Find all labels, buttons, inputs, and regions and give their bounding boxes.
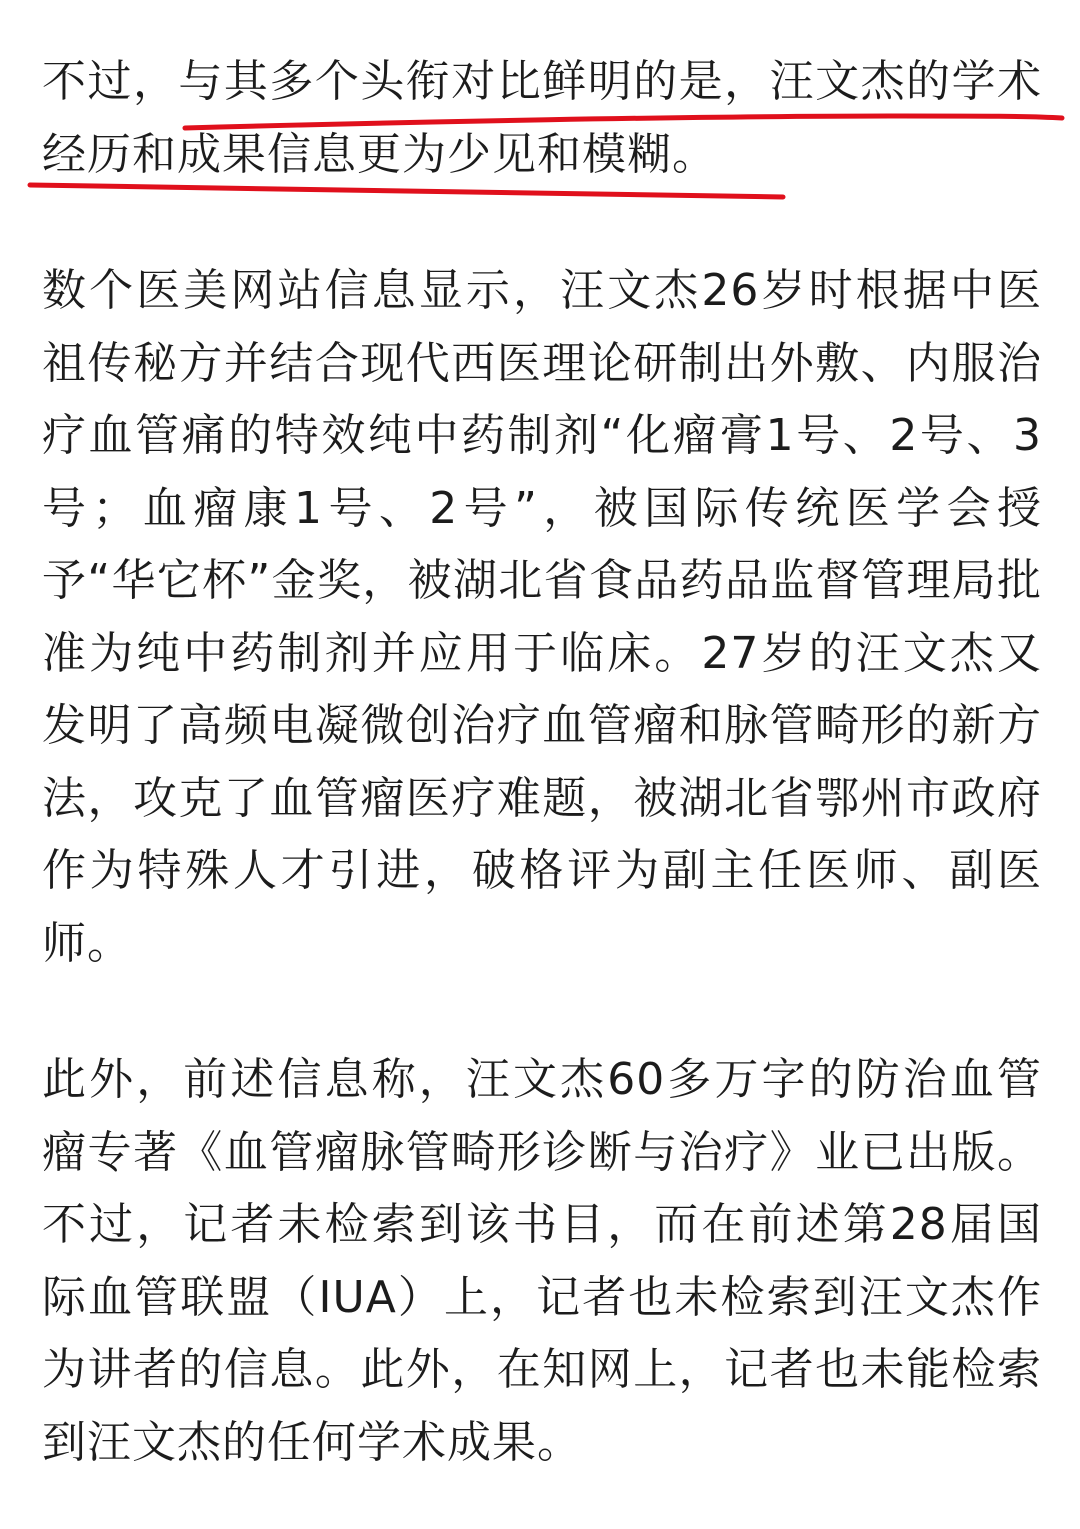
paragraph-3: 此外，前述信息称，汪文杰60多万字的防治血管瘤专著《血管瘤脉管畸形诊断与治疗》业已出版。不过，记者未检索到该书目，而在前述第28届国际血管联盟（IUA）上，记者也未检索到汪文杰作为讲者的信息。此外，在知网上，记者也未能检索到汪文杰的任何学术成果。 xyxy=(42,1054,1042,1468)
article-body xyxy=(42,0,1042,1479)
paragraph-1: 不过，与其多个头衔对比鲜明的是，汪文杰的学术经历和成果信息更为少见和模糊。 xyxy=(42,56,1042,180)
paragraph-2: 数个医美网站信息显示，汪文杰26岁时根据中医祖传秘方并结合现代西医理论研制出外敷、内服治疗血管痛的特效纯中药制剂“化瘤膏1号、2号、3号；血瘤康1号、2号”，被国际传统医学会授予“华它杯”金奖，被湖北省食品药品监督管理局批准为纯中药制剂并应用于临床。27岁的汪文杰又发明了高频电凝微创治疗血管瘤和脉管畸形的新方法，攻克了血管瘤医疗难题，被湖北省鄂州市政府作为特殊人才引进，破格评为副主任医师、副医师。 xyxy=(42,265,1042,969)
